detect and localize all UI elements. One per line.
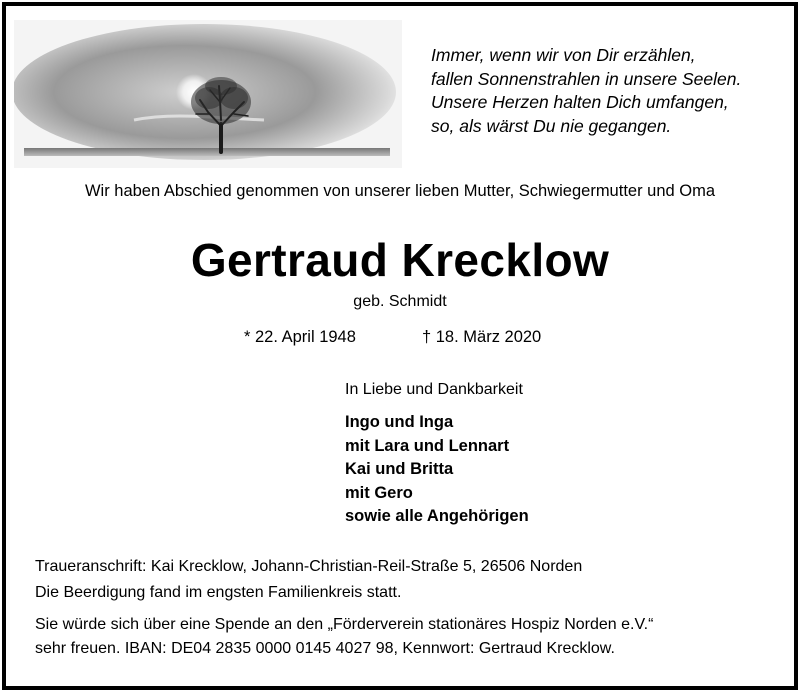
intro-text: Wir haben Abschied genommen von unserer lieben Mutter, Schwiegermutter und Oma [84, 182, 716, 200]
poem-line: Immer, wenn wir von Dir erzählen, [431, 45, 696, 65]
mourners-list [345, 411, 529, 529]
death-date: † 18. März 2020 [422, 328, 542, 346]
poem-line: fallen Sonnenstrahlen in unsere Seelen. [431, 68, 742, 89]
mourner-line: Ingo und Inga [345, 413, 454, 431]
mourner-line: mit Gero [345, 483, 413, 502]
tree-sunset-image [14, 20, 402, 168]
birth-date: * 22. April 1948 [244, 328, 356, 346]
donation-details: sehr freuen. IBAN: DE04 2835 0000 0145 4027 98, Kennwort: Gertraud Krecklow. [35, 640, 615, 657]
thanks-line: In Liebe und Dankbarkeit [345, 381, 523, 398]
poem-line: so, als wärst Du nie gegangen. [431, 115, 672, 136]
deceased-name: Gertraud Krecklow [190, 234, 610, 286]
mourning-address: Traueranschrift: Kai Krecklow, Johann-Christian-Reil-Straße 5, 26506 Norden [35, 558, 583, 575]
obituary-notice [2, 2, 798, 690]
donation-note: Sie würde sich über eine Spende an den „Förderverein stationäres Hospiz Norden e.V.“ [35, 616, 654, 633]
mourner-line: mit Lara und Lennart [345, 436, 510, 455]
maiden-name: geb. Schmidt [353, 293, 447, 310]
poem-line: Unsere Herzen halten Dich umfangen, [431, 92, 729, 112]
mourner-line: sowie alle Angehörigen [345, 507, 529, 525]
poem [431, 44, 741, 138]
funeral-note: Die Beerdigung fand im engsten Familienkreis statt. [35, 584, 402, 601]
mourner-line: Kai und Britta [345, 460, 454, 478]
